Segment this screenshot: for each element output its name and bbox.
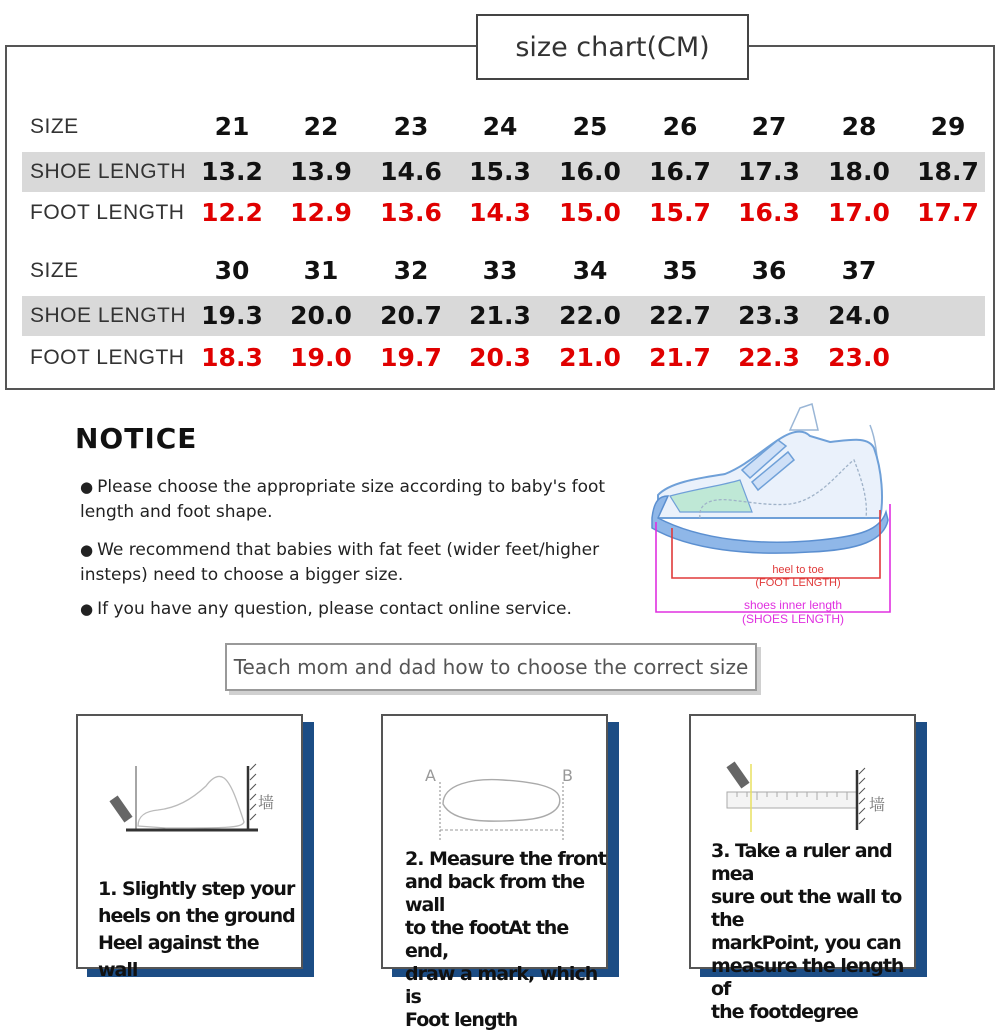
step-line: the footdegree [711,1001,858,1023]
size-label: SIZE [30,259,79,282]
shoe-length-row-1 [22,152,985,192]
shoe-length-label: SHOE LENGTH [30,160,187,183]
shoe-length-row-2 [22,296,985,336]
step-line: draw a mark, which is [405,963,598,1008]
step-card-2 [381,714,608,1031]
notice-item [80,538,610,588]
step-line: 2. Measure the front [405,848,606,870]
shoe-length-cell: 13.9 [290,157,352,186]
notice-text: If you have any question, please contact online service. [97,599,572,619]
bullet-icon: ● [80,541,94,559]
step-line: and back from the wall [405,871,585,916]
step-3-text [711,840,914,1024]
step-line: 1. Slightly step your [98,878,295,900]
step-line: markPoint, you can [711,932,901,954]
size-chart-title: size chart(CM) [476,14,749,80]
foot-length-cell: 19.0 [290,343,352,372]
shoe-length-cell: 20.7 [380,301,442,330]
shoe-measure-diagram [640,400,900,635]
foot-length-cell: 13.6 [380,198,442,227]
size-row-2 [22,251,985,291]
foot-length-cell: 12.2 [201,198,263,227]
size-cell: 33 [482,256,518,285]
foot-length-cell: 22.3 [738,343,800,372]
shoe-length-cell: 21.3 [469,301,531,330]
foot-length-cell: 15.7 [649,198,711,227]
wall-char: 墙 [258,793,275,812]
size-cell: 26 [662,112,698,141]
shoe-length-cell: 14.6 [380,157,442,186]
step-line: to the footAt the end, [405,917,569,962]
heel-to-toe-line2: (FOOT LENGTH) [755,577,841,589]
teach-banner: Teach mom and dad how to choose the correct size [225,643,757,691]
point-b-label: B [562,766,573,785]
size-cell: 30 [214,256,250,285]
size-cell: 34 [572,256,608,285]
step-card-3 [689,714,916,1023]
notice-item [80,475,610,525]
notice-text: Please choose the appropriate size according to baby's foot length and foot shape. [80,477,606,522]
foot-length-cell: 23.0 [828,343,890,372]
size-cell: 37 [841,256,877,285]
shoe-length-cell: 13.2 [201,157,263,186]
foot-length-label: FOOT LENGTH [30,201,185,224]
bullet-icon: ● [80,600,94,618]
foot-outline-measure-icon [413,764,583,844]
step-1-text [98,876,301,984]
size-cell: 32 [393,256,429,285]
shoe-length-cell: 16.7 [649,157,711,186]
foot-length-cell: 17.0 [828,198,890,227]
foot-length-cell: 21.0 [559,343,621,372]
size-cell: 27 [751,112,787,141]
shoe-length-cell: 15.3 [469,157,531,186]
size-cell: 24 [482,112,518,141]
foot-length-cell: 16.3 [738,198,800,227]
notice-item [80,597,610,622]
step-line: measure the length of [711,955,904,1000]
foot-length-row-1 [22,193,985,233]
shoes-inner-length-label [678,598,908,626]
size-cell: 29 [930,112,966,141]
size-cell: 28 [841,112,877,141]
heel-to-toe-line1: heel to toe [772,564,824,576]
shoe-length-cell: 23.3 [738,301,800,330]
heel-to-toe-label [698,564,898,590]
size-label: SIZE [30,115,79,138]
foot-length-cell: 17.7 [917,198,979,227]
step-line: heels on the ground [98,905,295,927]
step-line: Foot length [405,1009,518,1031]
step-line: 3. Take a ruler and mea [711,840,892,885]
bullet-icon: ● [80,478,94,496]
step-line: sure out the wall to the [711,886,902,931]
foot-length-row-2 [22,338,985,378]
size-cell: 35 [662,256,698,285]
shoe-length-cell: 19.3 [201,301,263,330]
foot-length-cell: 20.3 [469,343,531,372]
shoe-length-cell: 24.0 [828,301,890,330]
shoe-length-cell: 22.7 [649,301,711,330]
foot-length-cell: 21.7 [649,343,711,372]
size-row-1 [22,107,985,147]
size-cell: 36 [751,256,787,285]
step-card-1 [76,714,303,981]
step-line: Heel against the wall [98,932,259,981]
foot-length-cell: 12.9 [290,198,352,227]
size-cell: 22 [303,112,339,141]
wall-char: 墙 [869,795,886,814]
size-cell: 25 [572,112,608,141]
shoe-length-cell: 18.7 [917,157,979,186]
shoes-inner-length-line1: shoes inner length [743,598,843,612]
shoes-inner-length-line2: (SHOES LENGTH) [741,612,844,626]
shoe-length-cell: 22.0 [559,301,621,330]
notice-text: We recommend that babies with fat feet (wider feet/higher insteps) need to choose a bigger size. [80,540,600,585]
shoe-length-cell: 18.0 [828,157,890,186]
notice-title: NOTICE [75,422,198,455]
foot-length-cell: 19.7 [380,343,442,372]
foot-length-cell: 18.3 [201,343,263,372]
size-cell: 31 [303,256,339,285]
shoe-length-cell: 20.0 [290,301,352,330]
foot-length-label: FOOT LENGTH [30,346,185,369]
size-cell: 23 [393,112,429,141]
foot-length-cell: 14.3 [469,198,531,227]
shoe-length-cell: 16.0 [559,157,621,186]
point-a-label: A [425,766,436,785]
step-2-text [405,848,606,1032]
shoe-length-label: SHOE LENGTH [30,304,187,327]
foot-length-cell: 15.0 [559,198,621,227]
size-cell: 21 [214,112,250,141]
shoe-length-cell: 17.3 [738,157,800,186]
